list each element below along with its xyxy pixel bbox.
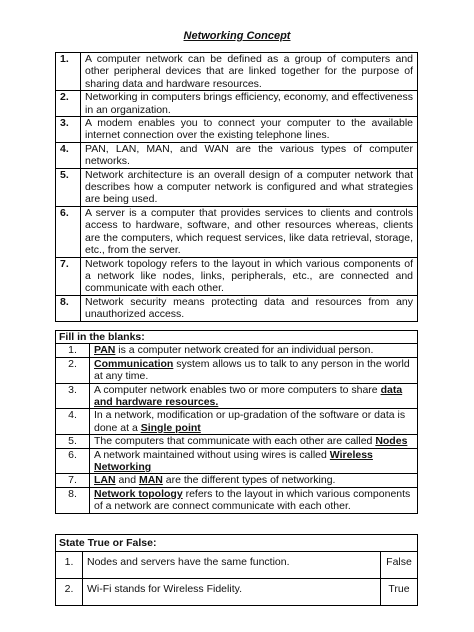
blank-sentence: The computers that communicate with each other are called Nodes	[90, 435, 418, 448]
table-header-row	[56, 331, 418, 344]
row-number: 4.	[56, 409, 90, 435]
table-row	[56, 117, 418, 143]
blank-answer: Single point	[140, 421, 201, 434]
table-row	[56, 53, 418, 91]
table-row	[56, 257, 418, 295]
row-number: 4.	[56, 142, 81, 168]
blank-answer: Wireless Networking	[94, 448, 373, 474]
blank-answer: Communication	[94, 357, 174, 370]
blank-sentence: Network topology refers to the layout in which various components of a network are connect communicate with each other.	[90, 487, 418, 513]
row-number: 2.	[56, 357, 90, 383]
table-row	[56, 383, 418, 409]
fill-blanks-table	[55, 330, 418, 514]
blank-sentence: A computer network enables two or more computers to share data and hardware resources.	[90, 383, 418, 409]
row-number: 7.	[56, 257, 81, 295]
definition-text: Network topology refers to the layout in which various components of a network like nodes, links, peripherals, etc., are connected and communicate with each other.	[81, 257, 418, 295]
section-heading: State True or False:	[56, 535, 418, 552]
row-number: 3.	[56, 383, 90, 409]
page-title: Networking Concept	[183, 30, 291, 42]
table-row	[56, 448, 418, 474]
table-row	[56, 142, 418, 168]
row-number: 8.	[56, 295, 81, 321]
table-row	[56, 357, 418, 383]
blank-answer: Network topology	[94, 487, 183, 500]
row-number: 1.	[56, 344, 90, 357]
row-number: 7.	[56, 474, 90, 487]
table-row	[56, 168, 418, 206]
blank-answer: data and hardware resources.	[94, 383, 403, 409]
definition-text: Networking in computers brings efficiency, economy, and effectiveness in an organization.	[81, 91, 418, 117]
row-number: 1.	[56, 53, 81, 91]
table-row	[56, 487, 418, 513]
blank-sentence: Communication system allows us to talk to any person in the world at any time.	[90, 357, 418, 383]
blank-sentence: PAN is a computer network created for an individual person.	[90, 344, 418, 357]
definition-text: A modem enables you to connect your computer to the available internet connection over the existing telephone lines.	[81, 117, 418, 143]
section-heading: Fill in the blanks:	[56, 331, 418, 344]
answer-cell: False	[381, 552, 418, 579]
row-number: 2.	[56, 579, 83, 606]
row-number: 6.	[56, 448, 90, 474]
true-false-table	[55, 534, 418, 606]
definitions-table	[55, 52, 418, 322]
row-number: 5.	[56, 435, 90, 448]
table-header-row	[56, 535, 418, 552]
blank-answer: Nodes	[375, 435, 408, 448]
table-row	[56, 295, 418, 321]
blank-sentence: In a network, modification or up-gradation of the software or data is done at a Single point	[90, 409, 418, 435]
row-number: 3.	[56, 117, 81, 143]
row-number: 8.	[56, 487, 90, 513]
table-row	[56, 579, 418, 606]
definition-text: PAN, LAN, MAN, and WAN are the various types of computer networks.	[81, 142, 418, 168]
blank-answer: MAN	[138, 474, 163, 487]
blank-answer: LAN	[94, 474, 116, 487]
statement-text: Nodes and servers have the same function.	[83, 552, 381, 579]
row-number: 5.	[56, 168, 81, 206]
table-row	[56, 344, 418, 357]
table-row	[56, 91, 418, 117]
definition-text: A computer network can be defined as a group of computers and other peripheral devices that are linked together for the purpose of sharing data and hardware resources.	[81, 53, 418, 91]
definition-text: Network security means protecting data and resources from any unauthorized access.	[81, 295, 418, 321]
blank-sentence: LAN and MAN are the different types of networking.	[90, 474, 418, 487]
row-number: 2.	[56, 91, 81, 117]
statement-text: Wi-Fi stands for Wireless Fidelity.	[83, 579, 381, 606]
table-row	[56, 552, 418, 579]
answer-cell: True	[381, 579, 418, 606]
table-row	[56, 206, 418, 257]
definition-text: A server is a computer that provides services to clients and controls access to hardware, software, and other resources whereas, clients are the computers, which request services, like data retrieval, storage, etc., from the server.	[81, 206, 418, 257]
table-row	[56, 474, 418, 487]
definition-text: Network architecture is an overall design of a computer network that describes how a computer network is configured and what strategies are being used.	[81, 168, 418, 206]
blank-answer: PAN	[94, 344, 116, 357]
row-number: 6.	[56, 206, 81, 257]
table-row	[56, 435, 418, 448]
table-row	[56, 409, 418, 435]
blank-sentence: A network maintained without using wires is called Wireless Networking	[90, 448, 418, 474]
row-number: 1.	[56, 552, 83, 579]
